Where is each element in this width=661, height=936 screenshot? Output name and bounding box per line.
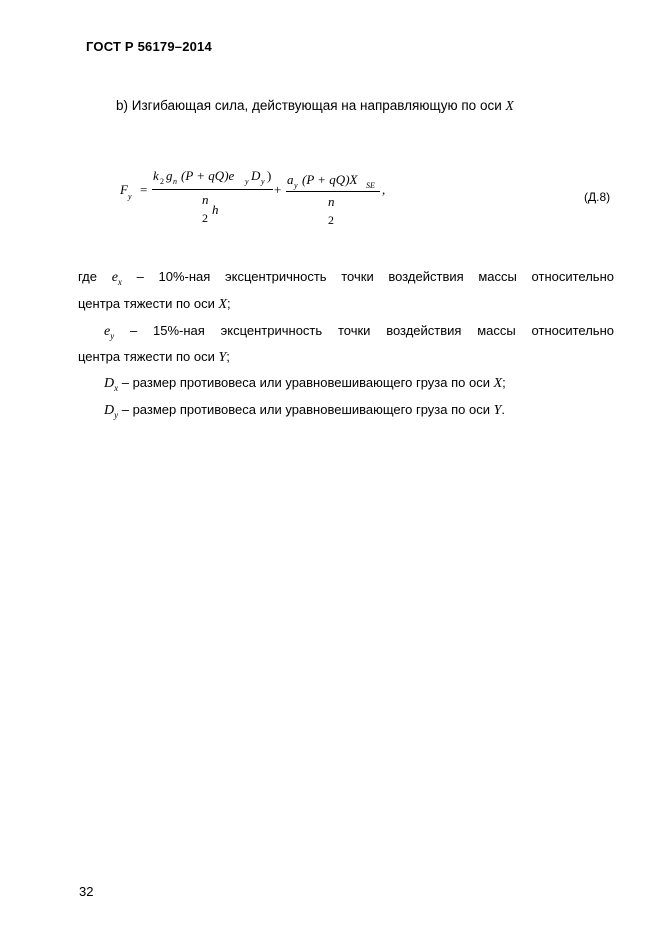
formula-t2-den-n: n xyxy=(328,194,335,209)
formula-t1-g: g xyxy=(166,168,173,183)
formula-lhs-sub: y xyxy=(128,192,132,201)
formula-t1-D-sub: y xyxy=(261,177,265,186)
formula-comma: , xyxy=(382,182,386,197)
item-b-axis: X xyxy=(505,98,514,113)
formula-t2-rest: (P + qQ)X xyxy=(302,172,358,187)
formula-t2-a-sub: y xyxy=(294,181,298,190)
definition-ey-text: – 15%-ная эксцентричность точки воздействия массы относительно xyxy=(130,323,614,338)
document-header: ГОСТ Р 56179–2014 xyxy=(86,39,212,54)
formula-eq: = xyxy=(140,182,148,197)
definition-ex-text: – 10%-ная эксцентричность точки воздействия массы относительно xyxy=(136,269,614,284)
formula-t1-den-2: 2 xyxy=(202,211,208,225)
formula-t1-rest: (P + qQ)e xyxy=(181,168,235,183)
formula-t1-fraction-bar xyxy=(152,189,273,190)
definition-dx: $D_x$ – размер противовеса или уравновешивающего груза по оси X; xyxy=(104,375,506,393)
where-word: где xyxy=(78,269,97,284)
equation-number: (Д.8) xyxy=(584,190,611,204)
formula-t1-close: ) xyxy=(267,168,272,183)
definition-ey-line2: центра тяжести по оси Y; xyxy=(78,349,230,365)
formula-t2-fraction-bar xyxy=(286,191,380,192)
formula-t1-k: k xyxy=(153,168,159,183)
formula-t1-k-sub: 2 xyxy=(160,177,164,186)
formula-t1-den-n: n xyxy=(202,192,209,207)
item-b-text: b) Изгибающая сила, действующая на направляющую по оси xyxy=(116,98,506,113)
formula-t1-e-sub: y xyxy=(245,177,249,186)
symbol-dy: $D_y$ xyxy=(104,403,119,420)
page-number: 32 xyxy=(79,884,94,899)
formula-plus: + xyxy=(274,182,282,197)
symbol-dx: $D_x$ xyxy=(104,376,119,393)
formula-t1-g-sub: n xyxy=(173,177,177,186)
symbol-ey: $e_y$ xyxy=(104,324,115,341)
formula-t2-a: a xyxy=(287,172,294,187)
axis-x: X xyxy=(218,297,228,312)
formula-t1-D: D xyxy=(251,168,261,183)
formula-lhs: F xyxy=(120,182,128,197)
axis-y: Y xyxy=(218,350,227,365)
formula-t2-X-sub: SE xyxy=(366,181,375,190)
item-b xyxy=(116,98,514,114)
formula-t1-den-h: h xyxy=(212,202,219,217)
definition-ex-line2: центра тяжести по оси X; xyxy=(78,296,231,312)
definition-dy: $D_y$ – размер противовеса или уравновешивающего груза по оси Y. xyxy=(104,402,505,420)
symbol-ex: $e_x$ xyxy=(111,270,122,287)
formula-d8 xyxy=(120,168,420,234)
formula-t2-den-2: 2 xyxy=(328,213,334,227)
